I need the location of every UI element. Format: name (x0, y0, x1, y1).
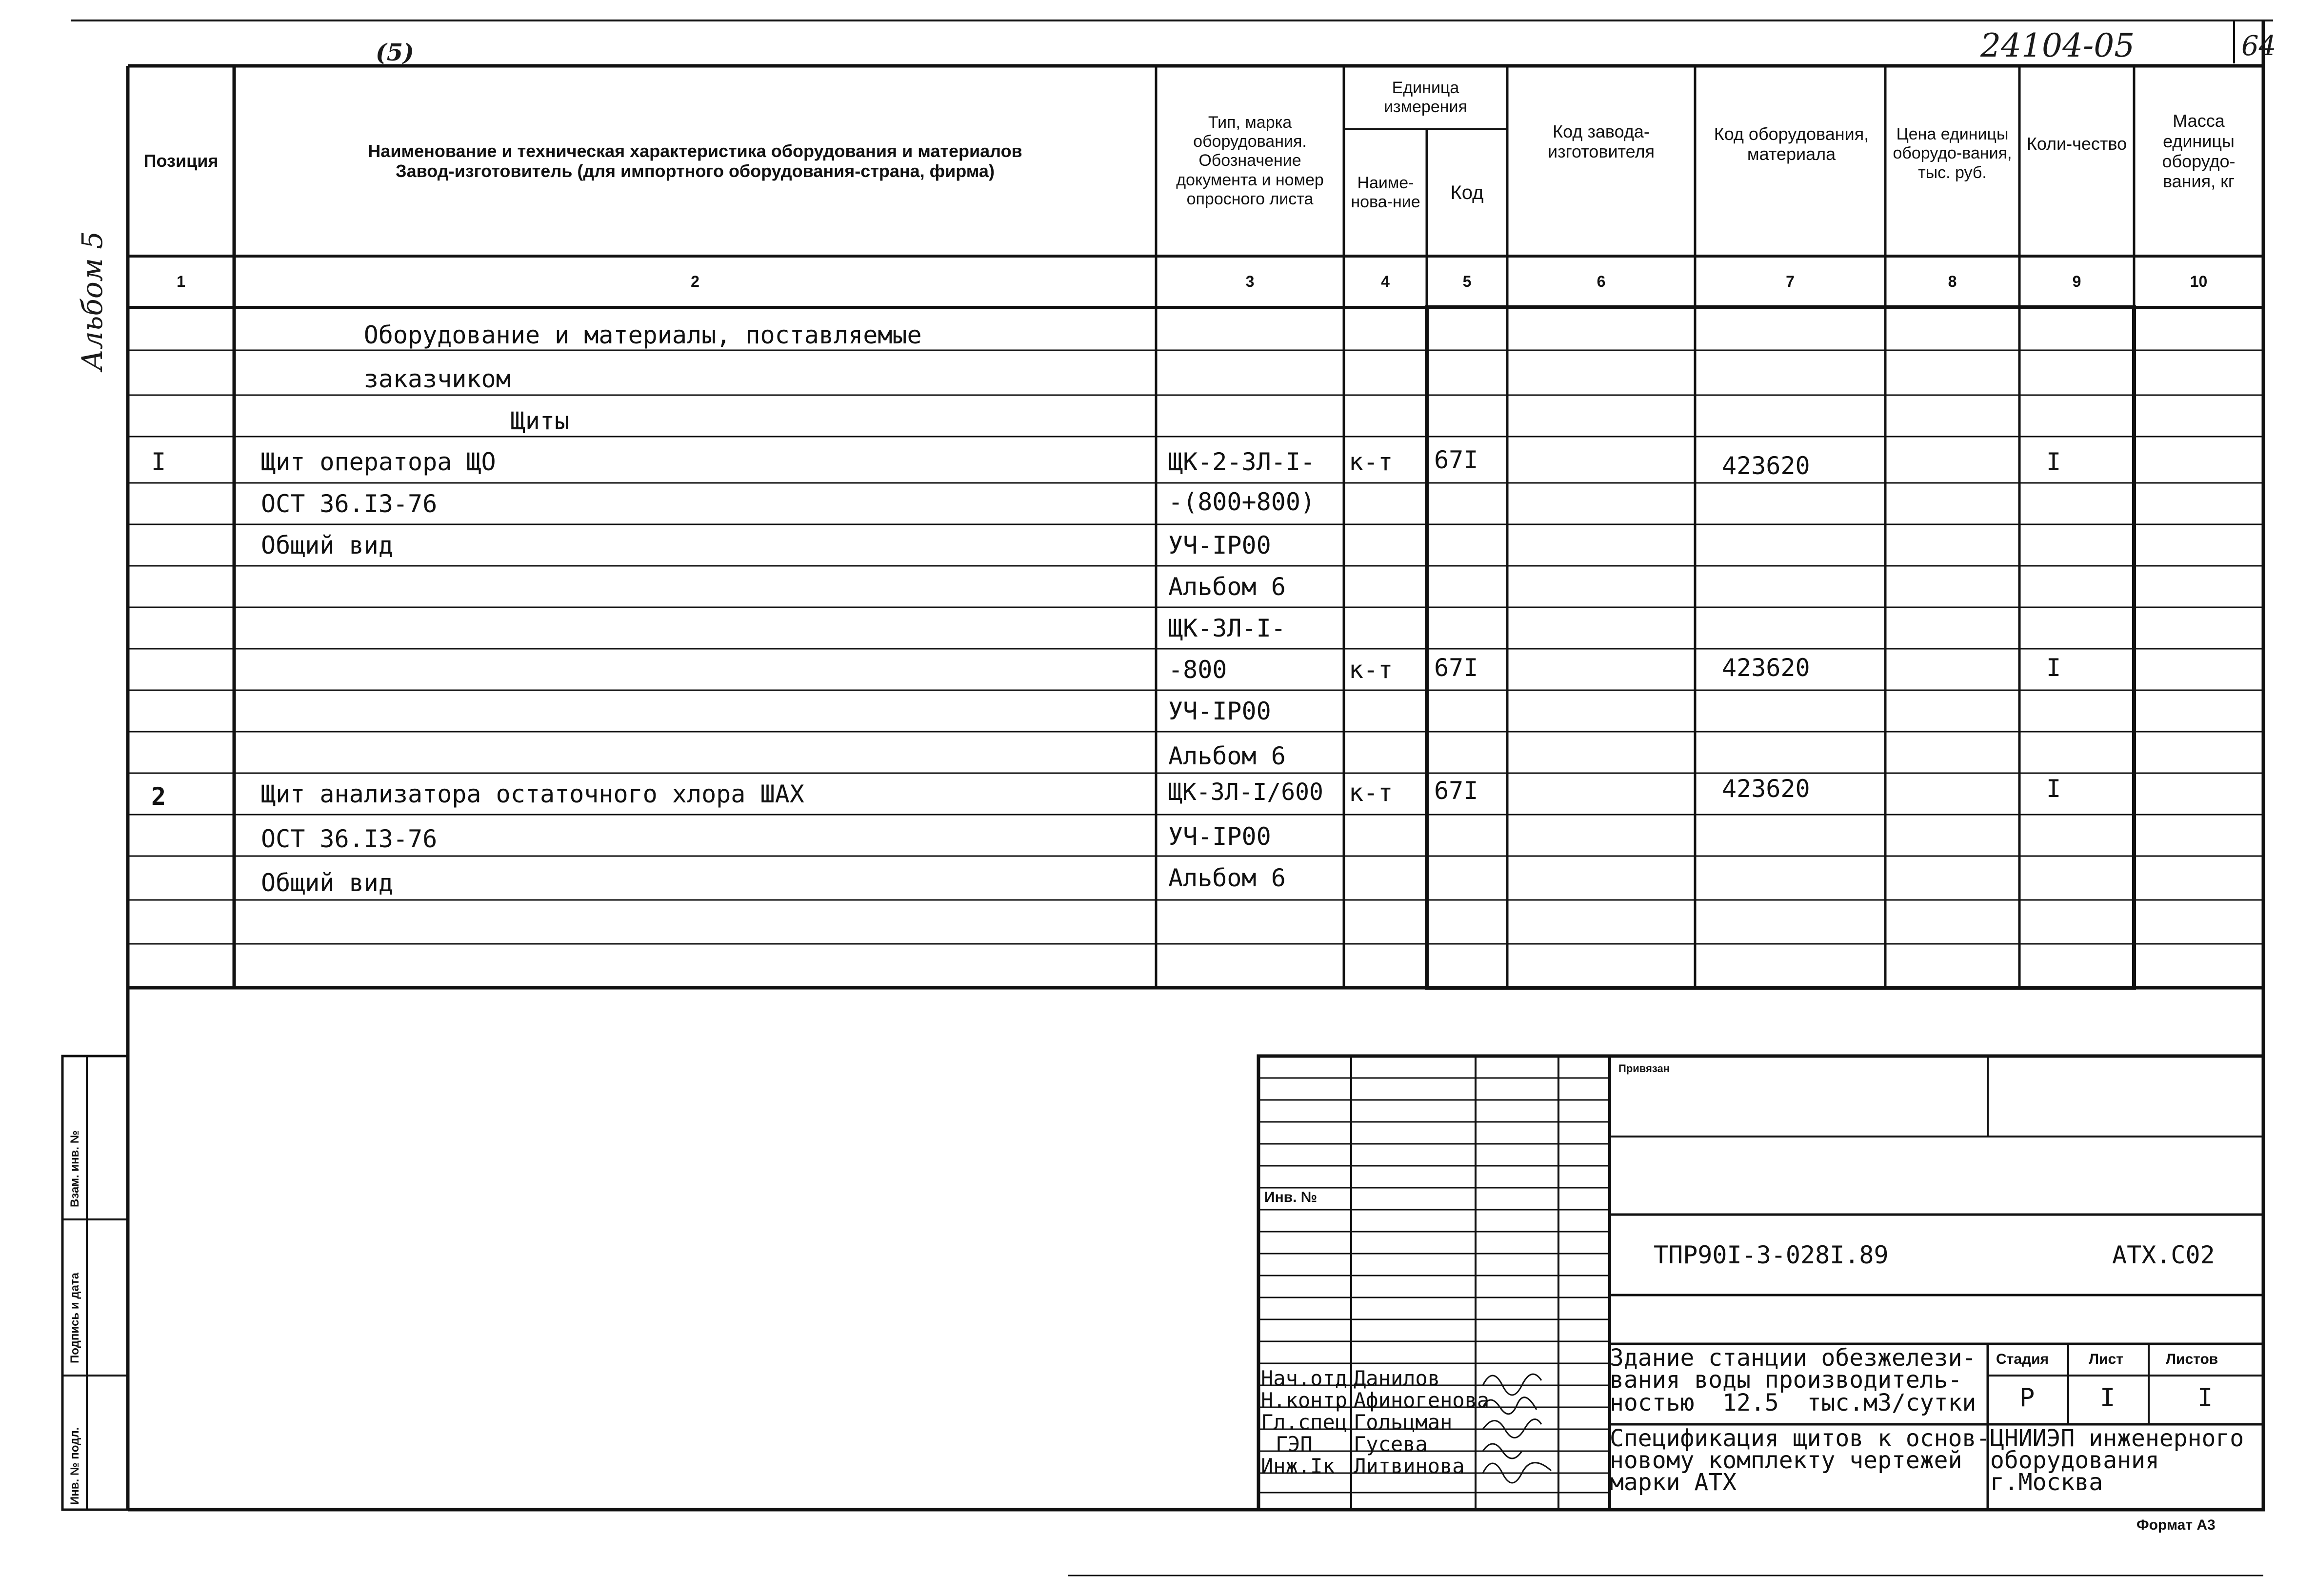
col-number: 10 (2190, 273, 2208, 290)
row-name: Общий вид (261, 531, 393, 559)
header-position: Позиция (143, 151, 219, 171)
building-line1: Здание станции обезжелези- (1610, 1344, 1977, 1372)
format-label: Формат А3 (2136, 1517, 2216, 1533)
page-number: 64 (2241, 30, 2276, 62)
row-position: I (151, 448, 166, 476)
spec-line2: новому комплекту чертежей (1610, 1447, 1962, 1474)
col-number: 8 (1948, 273, 1957, 290)
header-quantity: Коли-чество (2026, 134, 2127, 154)
spec-line3: марки АТХ (1610, 1469, 1737, 1496)
header-equipment-code: Код оборудования, материала (1714, 123, 1869, 164)
row-position: 2 (151, 782, 166, 811)
building-line2: вания воды производитель- (1610, 1366, 1962, 1394)
col-number: 6 (1597, 273, 1606, 290)
privyazan-label: Привязан (1618, 1062, 1670, 1075)
project-code: ТПР90I-3-028I.89 (1654, 1241, 1889, 1269)
row-name: ОСТ 36.I3-76 (261, 825, 438, 853)
row-name: Общий вид (261, 869, 393, 897)
signature-role: Нач.отд (1261, 1366, 1348, 1390)
album-label: Альбом 5 (76, 231, 109, 371)
row-type: УЧ-IР00 (1168, 531, 1271, 559)
sheet-label: Лист (2089, 1351, 2123, 1367)
row-name: Щит анализатора остаточного хлора ШАХ (261, 780, 804, 808)
row-unit: к-т (1349, 656, 1393, 684)
org-line2: оборудования (1990, 1447, 2159, 1474)
spec-line1: Спецификация щитов к основ- (1610, 1425, 1991, 1452)
row-name: Щит оператора ЩО (261, 448, 496, 476)
doc-number-handwritten: 24104-05 (1980, 27, 2135, 64)
row-code: 67I (1434, 654, 1478, 682)
header-type: Тип, марка оборудования. Обозначение документа и номер опросного листа (1176, 113, 1324, 208)
signature-role: ГЭП (1276, 1432, 1313, 1456)
row-unit: к-т (1349, 778, 1393, 807)
row-type: -800 (1168, 656, 1227, 684)
col-number: 4 (1381, 273, 1390, 290)
signature-role: Инж.Iк (1261, 1454, 1335, 1478)
signature-name: Данилов (1354, 1366, 1440, 1390)
col-number: 3 (1245, 273, 1255, 290)
stamp-inv-replace: Взам. инв. № (68, 1130, 81, 1207)
sheet-code: АТХ.С02 (2112, 1241, 2215, 1269)
sheet-value: I (2100, 1383, 2116, 1413)
stamp-sign-date: Подпись и дата (68, 1273, 81, 1363)
header-unit-group-label: Единица измерения (1384, 78, 1467, 116)
row-name: Щиты (261, 407, 570, 435)
col-number: 2 (691, 273, 699, 290)
row-qty: I (2046, 775, 2061, 803)
row-name: Оборудование и материалы, поставляемые (261, 321, 922, 349)
signature-name: Гусева (1354, 1432, 1428, 1456)
row-qty: I (2046, 654, 2061, 682)
signature-role: Н.контр (1261, 1388, 1348, 1412)
org-line3: г.Москва (1990, 1469, 2103, 1496)
inv-no-label: Инв. № (1264, 1189, 1318, 1205)
row-type: -(800+800) (1168, 488, 1316, 516)
row-code: 67I (1434, 777, 1478, 805)
stage-label: Стадия (1996, 1351, 2049, 1367)
row-name: ОСТ 36.I3-76 (261, 490, 438, 518)
header-factory-code: Код завода-изготовителя (1548, 121, 1655, 161)
stamp-inv-original: Инв. № подл. (68, 1427, 81, 1505)
header-name-line1: Наименование и техническая характеристика оборудования и материалов (368, 140, 1022, 161)
building-line3: ностью 12.5 тыс.м3/сутки (1610, 1389, 1977, 1416)
signature-name: Гольцман (1354, 1410, 1453, 1434)
header-unit-code: Код (1450, 182, 1484, 203)
row-type: УЧ-IР00 (1168, 822, 1271, 851)
row-code: 67I (1434, 446, 1478, 474)
row-type: ЩК-3Л-I- (1168, 614, 1286, 642)
header-mass: Масса единицы оборудо-вания, кг (2162, 111, 2236, 192)
column-marker: (5) (376, 39, 414, 66)
org-line1: ЦНИИЭП инженерного (1990, 1425, 2244, 1452)
sheets-value: I (2197, 1383, 2213, 1413)
row-qty: I (2046, 448, 2061, 476)
row-type: Альбом 6 (1168, 742, 1286, 770)
col-number: 7 (1786, 273, 1795, 290)
col-number: 1 (177, 273, 185, 290)
col-number: 5 (1462, 273, 1472, 290)
sheets-label: Листов (2166, 1351, 2218, 1367)
row-eq-code: 423620 (1722, 452, 1810, 480)
row-name: заказчиком (261, 365, 511, 393)
signature-name: Афиногенова (1354, 1388, 1490, 1412)
header-name (234, 66, 1156, 256)
stage-value: Р (2019, 1383, 2035, 1413)
row-type: ЩК-2-3Л-I- (1168, 448, 1316, 476)
header-name-line2: Завод-изготовитель (для импортного оборудования-страна, фирма) (396, 161, 995, 181)
row-eq-code: 423620 (1722, 775, 1810, 803)
row-unit: к-т (1349, 448, 1393, 476)
row-eq-code: 423620 (1722, 654, 1810, 682)
row-type: ЩК-3Л-I/600 (1168, 778, 1323, 806)
row-type: Альбом 6 (1168, 864, 1286, 892)
header-unit-name: Наиме-нова-ние (1351, 173, 1420, 211)
row-type: Альбом 6 (1168, 573, 1286, 601)
row-type: УЧ-IР00 (1168, 697, 1271, 725)
signature-name: Литвинова (1354, 1454, 1465, 1478)
signature-role: Гл.спец (1261, 1410, 1348, 1434)
header-price: Цена единицы оборудо-вания, тыс. руб. (1893, 125, 2012, 182)
col-number: 9 (2072, 273, 2081, 290)
